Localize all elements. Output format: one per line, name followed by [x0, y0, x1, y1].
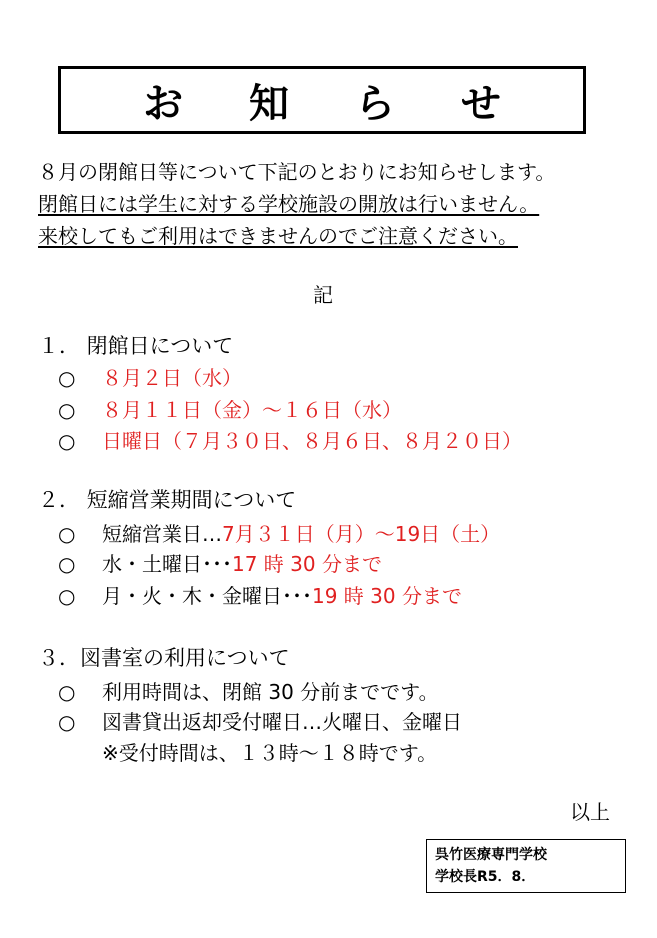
list-item — [58, 580, 462, 609]
bullet-icon: ○ — [58, 680, 76, 704]
list-item — [58, 706, 462, 735]
item-highlight: 19 時 30 分まで — [312, 584, 462, 608]
list-item — [58, 548, 382, 577]
bullet-icon: ○ — [58, 366, 76, 390]
title-box — [58, 66, 586, 134]
signature-box — [426, 839, 626, 893]
ki-mark: 記 — [313, 283, 333, 307]
intro-line-2: 閉館日には学生に対する学校施設の開放は行いません。 — [38, 192, 540, 216]
list-item — [58, 518, 500, 547]
list-item — [58, 362, 242, 391]
item-text: 水・土曜日･･･ — [102, 552, 232, 576]
bullet-icon: ○ — [58, 429, 76, 453]
page-title: お 知 ら せ — [143, 80, 527, 127]
item-text: 短縮営業日… — [102, 522, 222, 546]
school-name: 呉竹医療専門学校 — [435, 847, 547, 863]
bullet-icon: ○ — [58, 552, 76, 576]
item-highlight: 日曜日（７月３０日、８月６日、８月２０日） — [102, 429, 522, 453]
section-heading-1: １． 閉館日について — [38, 334, 234, 358]
item-highlight: 7月３１日（月）～19日（土） — [222, 522, 501, 546]
item-text: 図書貸出返却受付曜日…火曜日、金曜日 — [102, 710, 462, 734]
section-heading-2: ２． 短縮営業期間について — [38, 488, 297, 512]
bullet-icon: ○ — [58, 710, 76, 734]
principal-date: 学校長R5．8． — [435, 869, 536, 885]
list-item — [58, 425, 522, 454]
reception-note: ※受付時間は、１３時～１８時です。 — [102, 741, 438, 765]
bullet-icon: ○ — [58, 522, 76, 546]
closing-text: 以上 — [570, 800, 610, 824]
bullet-icon: ○ — [58, 584, 76, 608]
intro-line-3: 来校してもご利用はできませんのでご注意ください。 — [38, 224, 518, 248]
intro-line-1: ８月の閉館日等について下記のとおりにお知らせします。 — [38, 160, 556, 184]
list-item — [58, 676, 439, 705]
section-heading-3: ３．図書室の利用について — [38, 646, 290, 670]
item-text: 月・火・木・金曜日･･･ — [102, 584, 312, 608]
list-item — [58, 394, 402, 423]
item-highlight: 17 時 30 分まで — [232, 552, 382, 576]
item-highlight: ８月２日（水） — [102, 366, 242, 390]
item-highlight: ８月１１日（金）～１６日（水） — [102, 398, 402, 422]
item-text: 利用時間は、閉館 30 分前までです。 — [102, 680, 439, 704]
bullet-icon: ○ — [58, 398, 76, 422]
